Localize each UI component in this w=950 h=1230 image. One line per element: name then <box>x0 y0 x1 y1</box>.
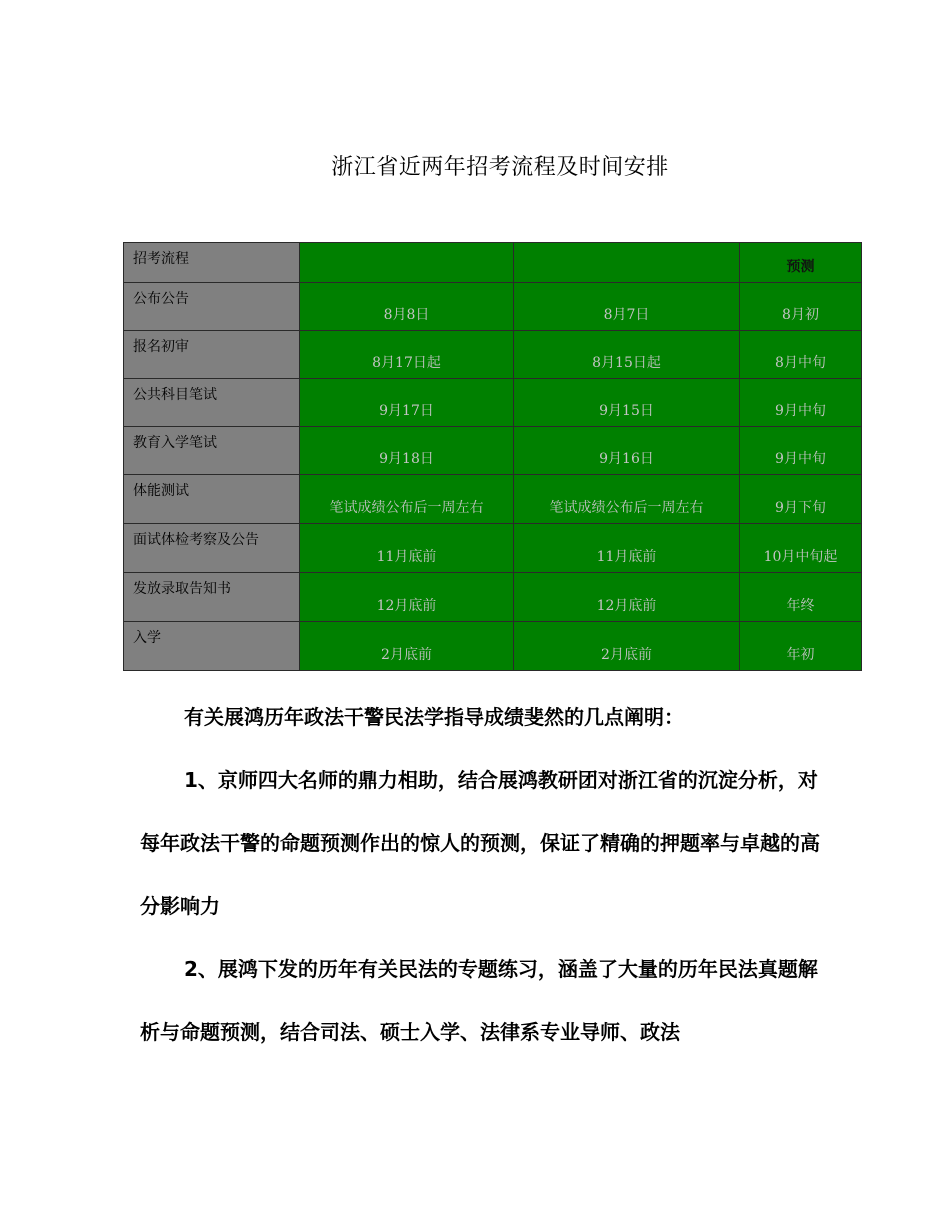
table-row <box>124 573 862 622</box>
header-label-cell: 招考流程 <box>124 243 300 283</box>
row-forecast-cell: 9月中旬 <box>740 427 862 475</box>
table-row <box>124 622 862 671</box>
row-value-cell: 笔试成绩公布后一周左右 <box>300 475 514 524</box>
row-forecast-cell: 年初 <box>740 622 862 671</box>
row-value-cell: 8月8日 <box>300 283 514 331</box>
row-label-cell: 体能测试 <box>124 475 300 524</box>
row-value-cell: 11月底前 <box>514 524 740 573</box>
row-value-cell: 12月底前 <box>514 573 740 622</box>
row-label-cell: 入学 <box>124 622 300 671</box>
table-header-row <box>124 243 862 283</box>
table-row <box>124 475 862 524</box>
row-value-cell: 9月16日 <box>514 427 740 475</box>
table-row <box>124 283 862 331</box>
row-forecast-cell: 9月中旬 <box>740 379 862 427</box>
row-label-cell: 公布公告 <box>124 283 300 331</box>
header-col2-cell <box>514 243 740 283</box>
table-row <box>124 331 862 379</box>
row-label-cell: 面试体检考察及公告 <box>124 524 300 573</box>
row-forecast-cell: 年终 <box>740 573 862 622</box>
row-label-cell: 报名初审 <box>124 331 300 379</box>
row-value-cell: 2月底前 <box>300 622 514 671</box>
row-value-cell: 9月18日 <box>300 427 514 475</box>
point-one-paragraph: 1、京师四大名师的鼎力相助，结合展鸿教研团对浙江省的沉淀分析，对每年政法干警的命题预测作出的惊人的预测，保证了精确的押题率与卓越的高分影响力 <box>140 768 820 918</box>
row-forecast-cell: 8月初 <box>740 283 862 331</box>
row-forecast-cell: 10月中旬起 <box>740 524 862 573</box>
row-forecast-cell: 9月下旬 <box>740 475 862 524</box>
schedule-table <box>123 242 862 671</box>
row-value-cell: 8月15日起 <box>514 331 740 379</box>
row-value-cell: 12月底前 <box>300 573 514 622</box>
table-row <box>124 427 862 475</box>
row-label-cell: 公共科目笔试 <box>124 379 300 427</box>
row-forecast-cell: 8月中旬 <box>740 331 862 379</box>
row-value-cell: 笔试成绩公布后一周左右 <box>514 475 740 524</box>
intro-paragraph: 有关展鸿历年政法干警民法学指导成绩斐然的几点阐明： <box>184 705 684 729</box>
row-label-cell: 发放录取告知书 <box>124 573 300 622</box>
row-value-cell: 11月底前 <box>300 524 514 573</box>
page-title: 浙江省近两年招考流程及时间安排 <box>331 155 669 180</box>
row-value-cell: 8月17日起 <box>300 331 514 379</box>
row-value-cell: 9月15日 <box>514 379 740 427</box>
row-value-cell: 8月7日 <box>514 283 740 331</box>
table-row <box>124 379 862 427</box>
row-label-cell: 教育入学笔试 <box>124 427 300 475</box>
row-value-cell: 2月底前 <box>514 622 740 671</box>
row-value-cell: 9月17日 <box>300 379 514 427</box>
header-forecast-cell: 预测 <box>740 243 862 283</box>
point-two-paragraph: 2、展鸿下发的历年有关民法的专题练习，涵盖了大量的历年民法真题解析与命题预测，结合司法、硕士入学、法律系专业导师、政法 <box>140 957 818 1044</box>
table-row <box>124 524 862 573</box>
header-col1-cell <box>300 243 514 283</box>
